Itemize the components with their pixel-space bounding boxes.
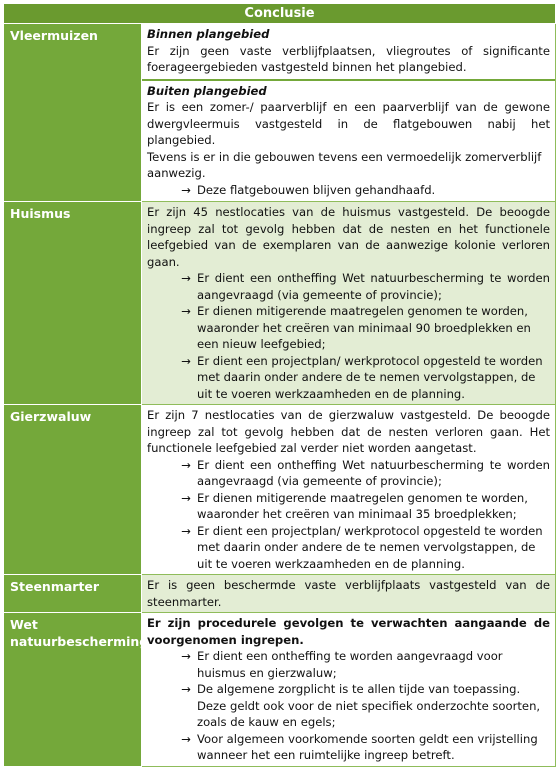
- list-item: [147, 681, 550, 731]
- list-item: [147, 648, 550, 681]
- list-item: [147, 270, 550, 303]
- arrow-right-icon: →: [181, 353, 191, 368]
- row-content-wet-natuurbescherming: [142, 613, 556, 767]
- bullet-text: Er dienen mitigerende maatregelen genomen te worden, waaronder het creëren van minimaal 35 broedplekken;: [197, 490, 528, 521]
- table-row-gierzwaluw: [4, 405, 556, 575]
- huismus-text: Er zijn 45 nestlocaties van de huismus vastgesteld. De beoogde ingreep zal tot gevolg hebben dat de nesten en het functionele leefgebied van de exemplaren van de aanwezige kolonie verloren gaan.: [147, 205, 550, 269]
- binnen-plangebied-block: [142, 24, 555, 79]
- list-item: [147, 182, 550, 199]
- arrow-right-icon: →: [181, 304, 191, 318]
- bullet-text: Er dient een ontheffing te worden aangevraagd voor huismus en gierzwaluw;: [197, 649, 503, 680]
- binnen-plangebied-title: Binnen plangebied: [147, 27, 270, 41]
- row-label-huismus: Huismus: [4, 202, 142, 405]
- table-row-steenmarter: [4, 575, 556, 613]
- table-header: Conclusie: [4, 4, 556, 24]
- row-content-gierzwaluw: [142, 405, 556, 575]
- row-label-steenmarter: Steenmarter: [4, 575, 142, 613]
- bullet-text: Er dient een ontheffing Wet natuurbescherming te worden aangevraagd (via gemeente of provincie);: [197, 457, 550, 488]
- list-item: [147, 457, 550, 490]
- bullet-text: Er dient een ontheffing Wet natuurbescherming te worden aangevraagd (via gemeente of provincie);: [197, 271, 550, 302]
- row-content-huismus: [142, 202, 556, 405]
- arrow-right-icon: →: [181, 457, 191, 472]
- buiten-plangebied-text-2: Tevens is er in die gebouwen tevens een vermoedelijk zomerverblijf aanwezig.: [147, 149, 542, 180]
- list-item: [147, 490, 550, 523]
- buiten-plangebied-text-1: Er is een zomer-/ paarverblijf en een paarverblijf van de gewone dwergvleermuis vastgesteld in de flatgebouwen nabij het plangebied.: [147, 100, 550, 147]
- table-row-vleermuizen: [4, 24, 556, 202]
- bullet-text: Deze flatgebouwen blijven gehandhaafd.: [197, 182, 436, 197]
- arrow-right-icon: →: [181, 182, 191, 197]
- arrow-right-icon: →: [181, 523, 191, 538]
- bullet-text: Er dienen mitigerende maatregelen genomen te worden, waaronder het creëren van minimaal 90 broedplekken en een nieuw leefgebied;: [197, 304, 531, 351]
- bullet-text: Er dient een projectplan/ werkprotocol opgesteld te worden met daarin onder andere de te nemen vervolgstappen, de uit te voeren werkzaamheden en de planning.: [197, 353, 543, 401]
- list-item: [147, 303, 550, 353]
- arrow-right-icon: →: [181, 490, 191, 505]
- wet-text: Er zijn procedurele gevolgen te verwachten aangaande de voorgenomen ingrepen.: [147, 616, 550, 647]
- list-item: [147, 731, 550, 764]
- arrow-right-icon: →: [181, 731, 191, 746]
- bullet-text: Voor algemeen voorkomende soorten geldt een vrijstelling wanneer het een ruimtelijke ingreep betreft.: [197, 731, 538, 762]
- arrow-right-icon: →: [181, 271, 191, 285]
- bullet-text: Er dient een projectplan/ werkprotocol opgesteld te worden met daarin onder andere de te nemen vervolgstappen, de uit te voeren werkzaamheden en de planning.: [197, 523, 543, 571]
- conclusion-table: [3, 3, 556, 767]
- list-item: [147, 353, 550, 403]
- buiten-plangebied-title: Buiten plangebied: [147, 83, 267, 98]
- arrow-right-icon: →: [181, 682, 191, 696]
- bullet-text: De algemene zorgplicht is te allen tijde van toepassing. Deze geldt ook voor de niet specifiek onderzochte soorten, zoals de kauw en egels;: [197, 682, 541, 729]
- binnen-plangebied-text: Er zijn geen vaste verblijfplaatsen, vliegroutes of significante foerageergebieden vastgesteld binnen het plangebied.: [147, 43, 550, 74]
- gierzwaluw-text: Er zijn 7 nestlocaties van de gierzwaluw vastgesteld. De beoogde ingreep zal tot gevolg hebben dat de nesten verloren gaan. Het functionele leefgebied zal verder niet worden aangetast.: [147, 408, 550, 455]
- table-row-huismus: [4, 202, 556, 405]
- row-content-vleermuizen: [142, 24, 556, 202]
- buiten-plangebied-block: [142, 79, 555, 202]
- row-label-wet-natuurbescherming: Wet natuurbescherming: [4, 613, 142, 767]
- arrow-right-icon: →: [181, 649, 191, 663]
- row-label-vleermuizen: Vleermuizen: [4, 24, 142, 202]
- conclusion-table-wrapper: [3, 3, 555, 767]
- list-item: [147, 523, 550, 573]
- row-label-gierzwaluw: Gierzwaluw: [4, 405, 142, 575]
- row-content-steenmarter: Er is geen beschermde vaste verblijfplaats vastgesteld van de steenmarter.: [142, 575, 556, 613]
- table-row-wet-natuurbescherming: [4, 613, 556, 767]
